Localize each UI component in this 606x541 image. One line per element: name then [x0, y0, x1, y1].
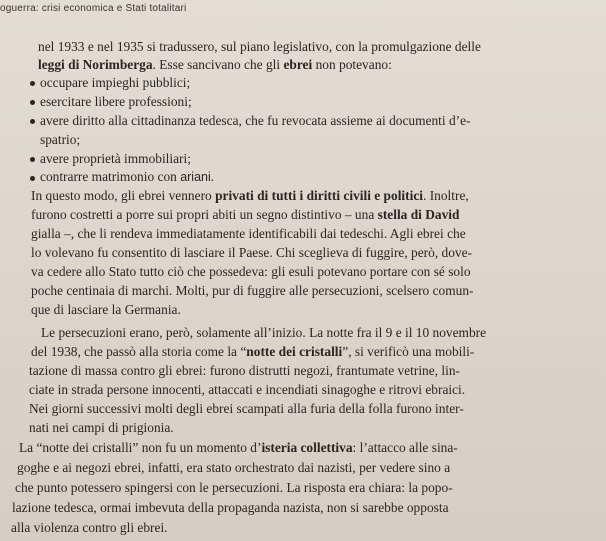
para1-line-4: lo volevano fu consentito di lasciare il Paese. Chi sceglieva di fuggire, però, dove-: [31, 245, 473, 260]
para1-line-3: gialla –, che li rendeva immediatamente identificabili dai tedeschi. Agli ebrei che: [31, 226, 466, 241]
bullet-dot: [30, 119, 35, 124]
bullet-dot: [30, 176, 35, 181]
bullet-item-5: contrarre matrimonio con ariani.: [40, 169, 215, 184]
bullet-item-3-line-2: spatrio;: [40, 132, 81, 147]
bullet-item-1: occupare impieghi pubblici;: [40, 75, 191, 90]
term-notte-cristalli: notte dei cristalli: [246, 344, 343, 359]
para1-line-2: furono costretti a porre sui propri abiti un segno distintivo – una stella di David: [31, 207, 460, 222]
bullet-dot: [30, 81, 35, 86]
term-ariani: ariani: [180, 170, 211, 184]
term-ebrei: ebrei: [283, 57, 313, 72]
para3-line-1: La “notte dei cristalli” non fu un momento d’isteria collettiva: l’attacco alle sina-: [19, 440, 458, 455]
para2-line-6: nati nei campi di prigionia.: [29, 420, 174, 435]
term-privati-diritti: privati di tutti i diritti civili e politici: [215, 188, 423, 203]
intro-line-1: nel 1933 e nel 1935 si tradussero, sul piano legislativo, con la promulgazione delle: [38, 39, 481, 54]
para2-line-5: Nei giorni successivi molti degli ebrei scampati alla furia della folla furono inter-: [29, 401, 464, 416]
term-leggi-norimberga: leggi di Norimberga: [38, 57, 153, 72]
para1-line-1: In questo modo, gli ebrei vennero privati di tutti i diritti civili e politici. Inoltre,: [31, 188, 469, 203]
para3-line-4: lazione tedesca, ormai imbevuta della propaganda nazista, non si sarebbe opposta: [12, 500, 449, 515]
para2-line-3: tazione di massa contro gli ebrei: furono distrutti negozi, frantumate vetrine, lin-: [29, 363, 460, 378]
intro-line-2: leggi di Norimberga. Esse sancivano che gli ebrei non potevano:: [38, 57, 392, 72]
bullet-dot: [30, 157, 35, 162]
running-head: oguerra: crisi economica e Stati totalitari: [0, 3, 187, 14]
bullet-item-4: avere proprietà immobiliari;: [40, 151, 191, 166]
bullet-item-3-line-1: avere diritto alla cittadinanza tedesca, che fu revocata assieme ai documenti d’e-: [40, 113, 471, 128]
para1-line-6: poche centinaia di marchi. Molti, pur di fuggire alle persecuzioni, scelsero comun-: [31, 283, 474, 298]
para2-line-1: Le persecuzioni erano, però, solamente all’inizio. La notte fra il 9 e il 10 novembre: [41, 325, 487, 340]
para1-line-5: va cedere allo Stato tutto ciò che possedeva: gli esuli potevano portare con sé solo: [31, 264, 471, 279]
para2-line-2: del 1938, che passò alla storia come la “notte dei cristalli”, si verificò una mobili-: [31, 344, 475, 359]
para2-line-4: ciate in strada persone innocenti, attaccati e incendiati sinagoghe e ritrovi ebraici.: [29, 382, 466, 397]
bullet-dot: [30, 100, 35, 105]
para1-line-7: que di lasciare la Germania.: [31, 302, 181, 317]
para3-line-5: alla violenza contro gli ebrei.: [11, 520, 168, 535]
para3-line-3: che punto potessero spingersi con le persecuzioni. La risposta era chiara: la popo-: [15, 480, 453, 495]
term-isteria-collettiva: isteria collettiva: [261, 440, 353, 455]
term-stella-david: stella di David: [377, 207, 460, 222]
para3-line-2: goghe e ai negozi ebrei, infatti, era stato orchestrato dai nazisti, per vedere sino a: [17, 460, 451, 475]
bullet-item-2: esercitare libere professioni;: [40, 94, 192, 109]
